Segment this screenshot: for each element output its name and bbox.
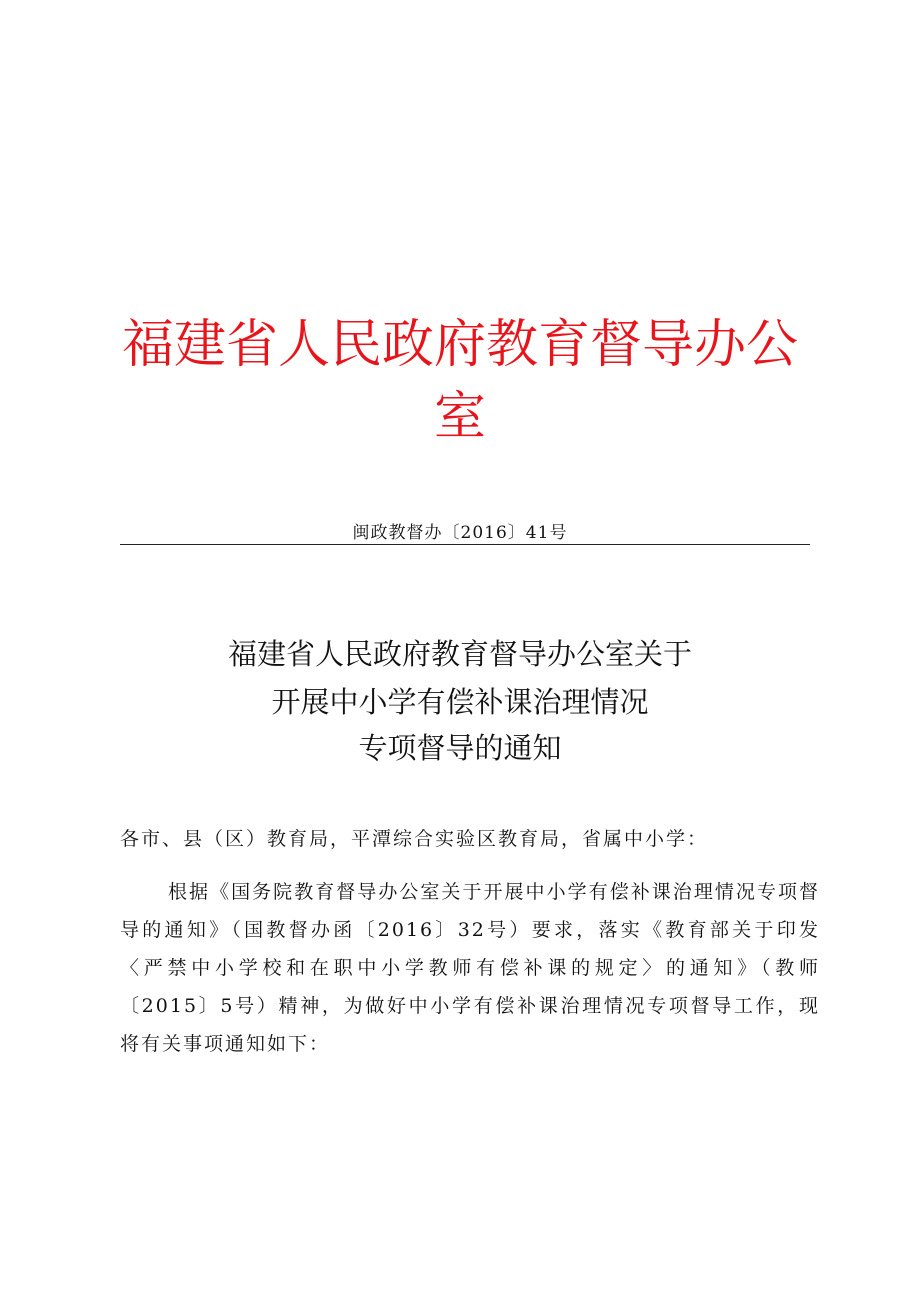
salutation: 各市、县（区）教育局，平潭综合实验区教育局，省属中小学： <box>120 828 709 850</box>
document-title-line-3: 专项督导的通知 <box>358 731 562 765</box>
header-divider <box>120 544 810 545</box>
document-title-line-1: 福建省人民政府教育督导办公室关于 <box>227 637 692 671</box>
document-number: 闽政教督办〔2016〕41号 <box>352 523 568 543</box>
issuer-name-line-2: 室 <box>433 387 486 447</box>
document-title-line-2: 开展中小学有偿补课治理情况 <box>271 685 649 719</box>
issuer-name-line-1: 福建省人民政府教育督导办公 <box>121 315 798 375</box>
body-paragraph: 根据《国务院教育督导办公室关于开展中小学有偿补课治理情况专项督导的通知》（国教督办函〔2016〕32号）要求，落实《教育部关于印发〈严禁中小学校和在职中小学教师有偿补课的规定〉的通知》（教师〔2015〕5号）精神，为做好中小学有偿补课治理情况专项督导工作，现将有关事项通知如下： <box>120 881 820 1055</box>
